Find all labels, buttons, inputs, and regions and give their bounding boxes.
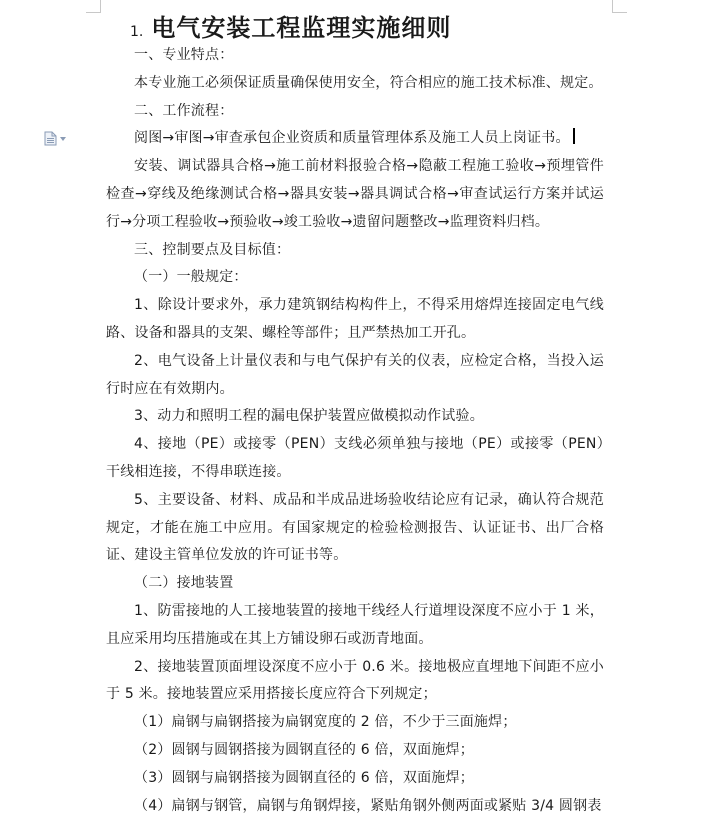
paragraph: 2、接地装置顶面埋设深度不应小于 0.6 米。接地极应直埋地下间距不应小于 5 米。接地装置应采用搭接长度应符合下列规定； xyxy=(106,658,604,703)
chevron-down-icon xyxy=(60,137,66,141)
paragraph: 4、接地（PE）或接零（PEN）支线必须单独与接地（PE）或接零（PEN）干线相连接，不得串联连接。 xyxy=(106,436,604,480)
paragraph: 1、防雷接地的人工接地装置的接地干线经人行道埋设深度不应小于 1 米，且应采用均压措施或在其上方铺设卵石或沥青地面。 xyxy=(106,602,604,647)
list-item: （3）圆钢与扁钢搭接为圆钢直径的 6 倍，双面施焊； xyxy=(134,769,474,786)
margin-corner-mark xyxy=(612,0,627,13)
text-cursor xyxy=(573,128,575,144)
margin-corner-mark xyxy=(86,0,101,13)
section-heading: 三、控制要点及目标值： xyxy=(134,241,291,258)
subsection-heading: （二）接地装置 xyxy=(134,575,234,592)
section-heading: 二、工作流程： xyxy=(134,102,234,119)
paragraph-with-cursor xyxy=(106,125,604,153)
paragraph: 安装、调试器具合格→施工前材料报验合格→隐蔽工程施工验收→预埋管件检查→穿线及绝缘测试合格→器具安装→器具调试合格→审查试运行方案并试运行→分项工程验收→预验收→竣工验收→遗留问题整改→监理资料归档。 xyxy=(106,158,604,230)
paragraph: 1、除设计要求外，承力建筑钢结构构件上，不得采用熔焊连接固定电气线路、设备和器具的支架、螺栓等部件；且严禁热加工开孔。 xyxy=(106,297,604,341)
title-number: 1. xyxy=(130,24,144,40)
document-body[interactable] xyxy=(106,8,604,820)
paragraph-options-button[interactable] xyxy=(44,131,66,146)
document-icon xyxy=(44,131,57,146)
paragraph-text: 阅图→审图→审查承包企业资质和质量管理体系及施工人员上岗证书。 xyxy=(134,130,570,147)
paragraph: 5、主要设备、材料、成品和半成品进场验收结论应有记录，确认符合规范规定，才能在施工中应用。有国家规定的检验检测报告、认证证书、出厂合格证、建设主管单位发放的许可证书等。 xyxy=(106,491,604,564)
list-item: （2）圆钢与圆钢搭接为圆钢直径的 6 倍，双面施焊； xyxy=(134,741,474,758)
title-row xyxy=(106,8,604,42)
page-title: 电气安装工程监理实施细则 xyxy=(151,14,452,42)
list-item: （4）扁钢与钢管，扁钢与角钢焊接，紧贴角钢外侧两面或紧贴 3/4 圆钢表 xyxy=(134,797,602,814)
section-heading: 一、专业特点： xyxy=(134,47,234,63)
paragraph: 本专业施工必须保证质量确保使用安全，符合相应的施工技术标准、规定。 xyxy=(134,74,603,91)
list-item: （1）扁钢与扁钢搭接为扁钢宽度的 2 倍，不少于三面施焊； xyxy=(134,714,517,731)
subsection-heading: （一）一般规定： xyxy=(134,269,248,286)
paragraph: 2、电气设备上计量仪表和与电气保护有关的仪表，应检定合格，当投入运行时应在有效期内。 xyxy=(106,352,604,397)
paragraph: 3、动力和照明工程的漏电保护装置应做模拟动作试验。 xyxy=(134,408,484,425)
